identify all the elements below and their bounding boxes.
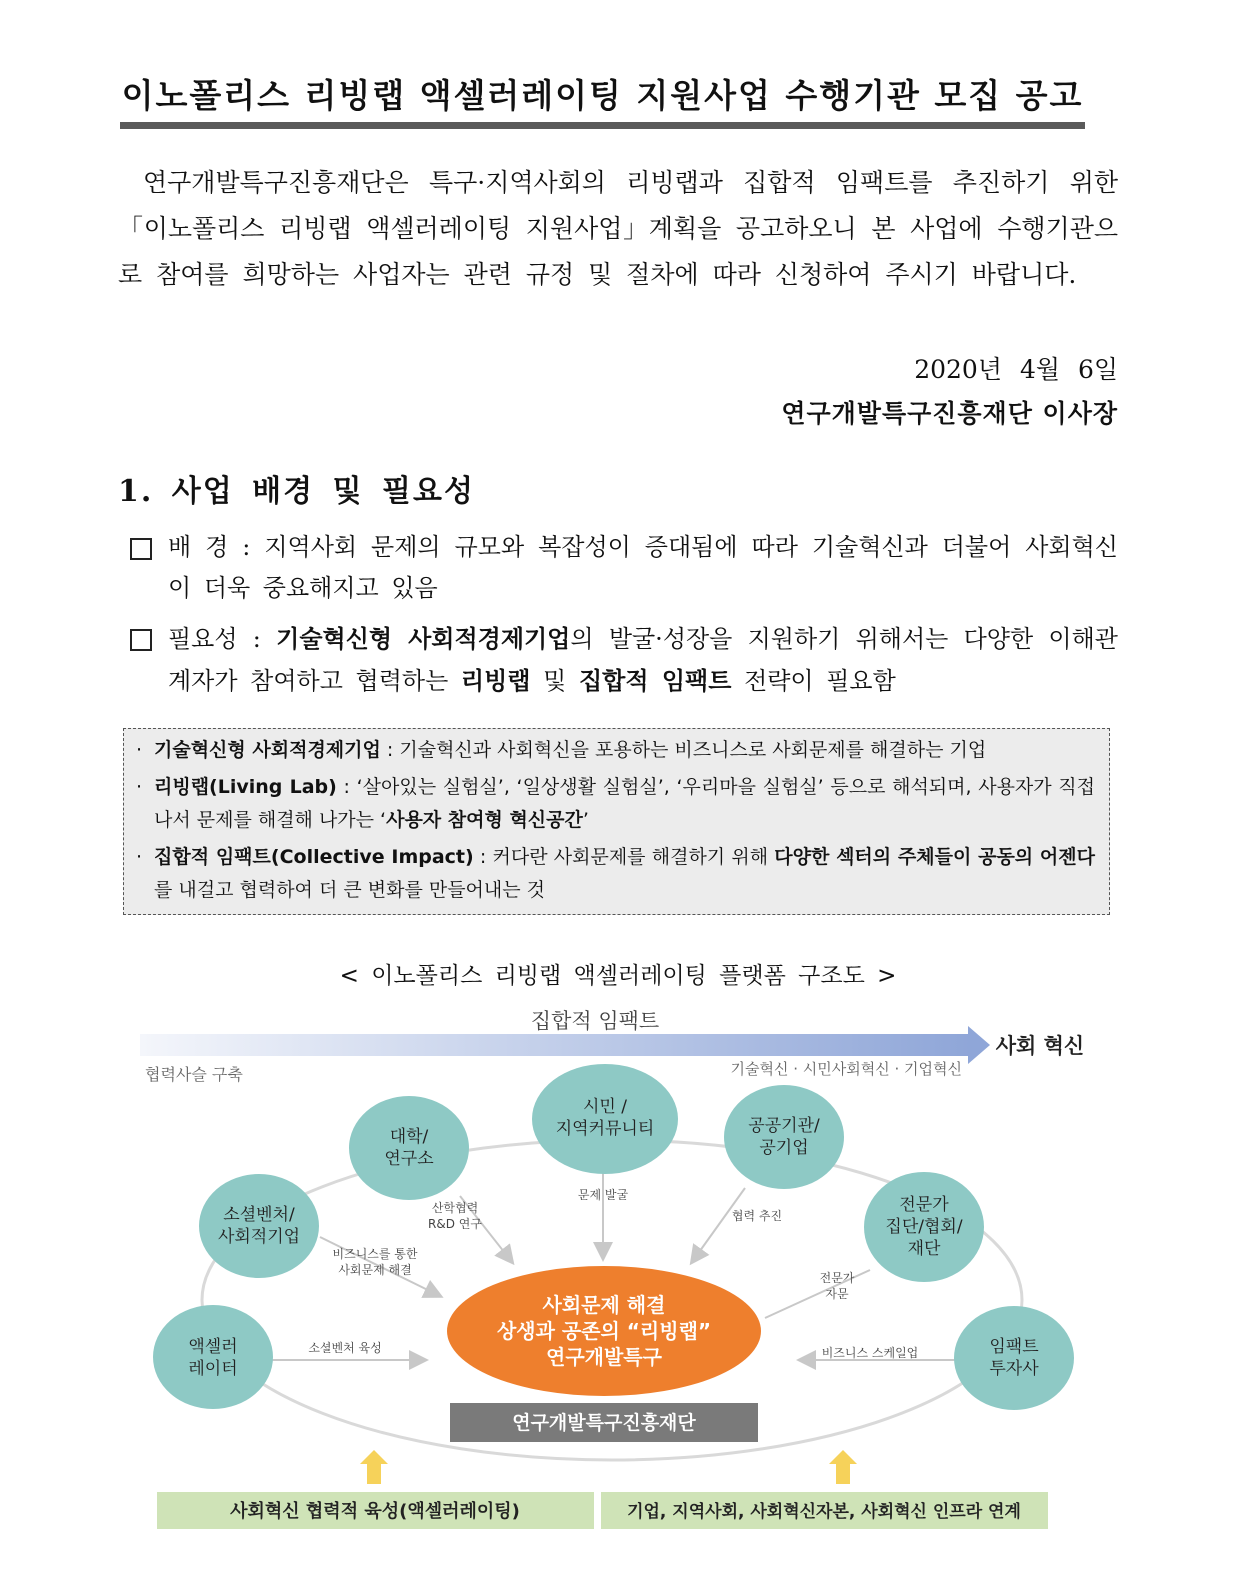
background-text: 지역사회 문제의 규모와 복잡성이 증대됨에 따라 기술혁신과 더불어 사회혁신이 더욱 중요해지고 있음: [168, 533, 1118, 602]
center-label-3: 연구개발특구: [546, 1345, 662, 1369]
necessity-text-3: 전략이 필요함: [744, 667, 896, 695]
necessity-text-1: 의 발굴·성장을 지원하기 위해서는 다양한 이해관계자가 참여하고 협력하는: [168, 625, 1118, 695]
left-sub-label: 협력사슬 구축: [145, 1065, 243, 1084]
center-label-1: 사회문제 해결: [542, 1293, 666, 1317]
node-university-label-2: 연구소: [384, 1149, 434, 1169]
right-sub-label: 기술혁신 · 시민사회혁신 · 기업혁신: [730, 1060, 962, 1078]
necessity-term-2: 리빙랩: [460, 666, 531, 695]
node-impact: [954, 1306, 1074, 1410]
node-accelerator: [153, 1305, 273, 1409]
node-expert-label-2: 집단/협회/: [885, 1217, 963, 1237]
necessity-text-2: 및: [543, 667, 567, 695]
arrow-end-label: 사회 혁신: [995, 1034, 1085, 1058]
node-public-label-1: 공공기관/: [748, 1116, 820, 1136]
node-venture-label-2: 사회적기업: [217, 1227, 301, 1247]
edge-rnd-label-2: R&D 연구: [428, 1217, 482, 1231]
diagram-caption: < 이노폴리스 리빙랩 액셀러레이팅 플랫폼 구조도 >: [339, 963, 897, 989]
node-accelerator-label-1: 액셀러: [188, 1337, 238, 1357]
background-label: 배 경 :: [168, 533, 251, 561]
node-university-label-1: 대학/: [389, 1127, 429, 1147]
node-public-label-2: 공기업: [759, 1138, 809, 1158]
node-expert-label-1: 전문가: [899, 1195, 949, 1215]
notice-date: 2020년 4월 6일: [914, 355, 1118, 384]
necessity-term-3: 집합적 임팩트: [578, 666, 732, 695]
edge-problem-label: 문제 발굴: [577, 1188, 629, 1202]
necessity-label: 필요성 :: [168, 625, 261, 653]
definition-item: · 기술혁신형 사회적경제기업 : 기술혁신과 사회혁신을 포용하는 비즈니스로 사회문제를 해결하는 기업: [136, 739, 987, 761]
node-public: [724, 1085, 844, 1189]
node-impact-label-1: 임팩트: [989, 1337, 1039, 1357]
edge-expert-label-1: 전문가: [819, 1271, 855, 1285]
node-impact-label-2: 투자사: [989, 1359, 1039, 1379]
bottom-left-label: 사회혁신 협력적 육성(액셀러레이팅): [230, 1501, 520, 1522]
page-title: 이노폴리스 리빙랩 액셀러레이팅 지원사업 수행기관 모집 공고: [121, 76, 1084, 115]
center-label-2: 상생과 공존의 “리빙랩”: [496, 1319, 712, 1343]
node-citizen-label-2: 지역커뮤니티: [555, 1119, 655, 1139]
edge-expert-label-2: 자문: [825, 1287, 849, 1301]
edge-biz-label-1: 비즈니스를 통한: [332, 1247, 418, 1261]
node-social-venture: [199, 1174, 319, 1278]
section-heading: 1. 사업 배경 및 필요성: [118, 474, 475, 509]
definition-item: · 집합적 임팩트(Collective Impact) : 커다란 사회문제를 해결하기 위해 다양한 섹터의 주체들이 공동의 어젠다를 내걸고 협력하여 더 큰 변화를 만들어내는 것: [136, 846, 1095, 901]
foundation-label: 연구개발특구진흥재단: [512, 1412, 696, 1434]
edge-rnd-label-1: 산학협력: [431, 1201, 479, 1215]
up-arrow-icon: [829, 1450, 857, 1484]
notice-issuer: 연구개발특구진흥재단 이사장: [781, 399, 1118, 428]
arrow-label: 집합적 임팩트: [530, 1009, 660, 1033]
necessity-term-1: 기술혁신형 사회적경제기업: [276, 624, 571, 653]
bottom-right-label: 기업, 지역사회, 사회혁신자본, 사회혁신 인프라 연계: [627, 1502, 1021, 1522]
node-citizen-label-1: 시민 /: [583, 1097, 627, 1117]
impact-arrow-bar: [140, 1034, 970, 1056]
edge-scaleup-label: 비즈니스 스케일업: [821, 1346, 919, 1360]
impact-arrow-head-icon: [968, 1026, 990, 1064]
definition-item: · 리빙랩(Living Lab) : ‘살아있는 실험실’, ‘일상생활 실험실’, ‘우리마을 실험실’ 등으로 해석되며, 사용자가 직접 나서 문제를 해결해 나가는 ‘사용자 참여형 혁신공간’: [136, 776, 1096, 831]
edge-coop-label: 협력 추진: [731, 1209, 783, 1223]
node-accelerator-label-2: 레이터: [188, 1359, 238, 1379]
intro-paragraph: 연구개발특구진흥재단은 특구·지역사회의 리빙랩과 집합적 임팩트를 추진하기 위한「이노폴리스 리빙랩 액셀러레이팅 지원사업」계획을 공고하오니 본 사업에 수행기관으로 참여를 희망하는 사업자는 관련 규정 및 절차에 따라 신청하여 주시기 바랍니다.: [118, 168, 1118, 289]
node-university: [349, 1096, 469, 1200]
node-expert-label-3: 재단: [907, 1239, 941, 1259]
edge-venture-label: 소셜벤처 육성: [308, 1341, 382, 1355]
up-arrow-icon: [360, 1450, 388, 1484]
node-venture-label-1: 소셜벤처/: [223, 1205, 295, 1225]
edge-biz-label-2: 사회문제 해결: [338, 1263, 412, 1277]
